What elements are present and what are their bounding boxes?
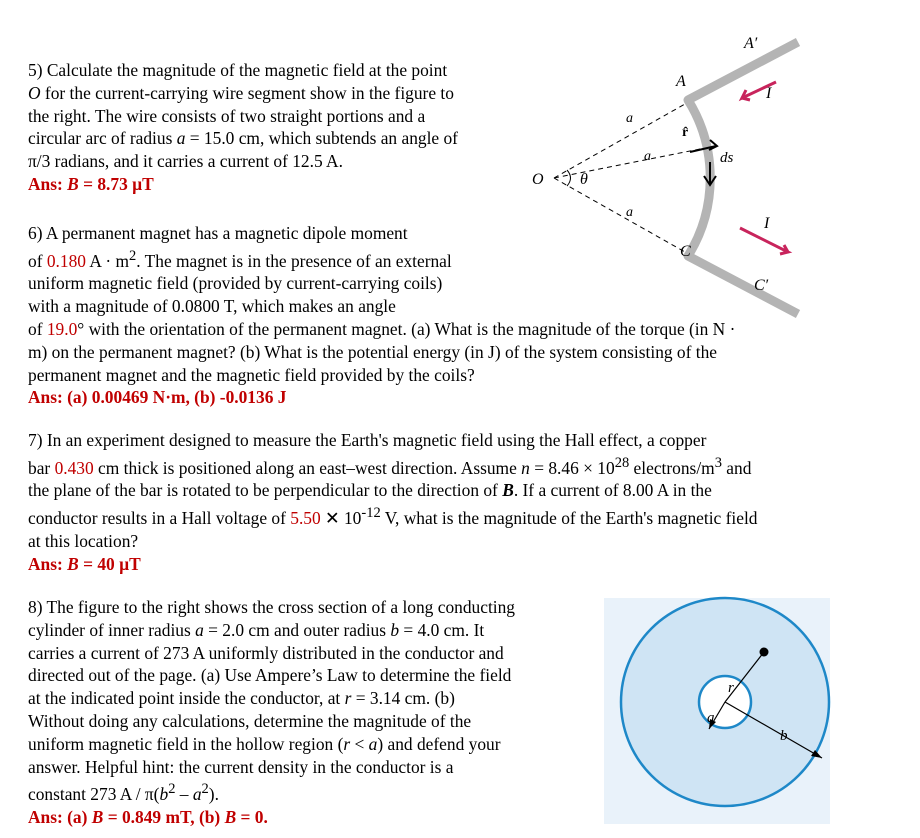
p7-line: the plane of the bar is rotated to be perpendicular to the direction of B. If a current of 8.00 A in the [28,480,712,501]
theta-arc [567,170,571,186]
radius-line-upper [554,104,685,178]
p6-answer: Ans: (a) 0.00469 N·m, (b) -0.0136 J [28,387,287,408]
label-C-prime: C′ [754,277,769,294]
p5-line: 5) Calculate the magnitude of the magnetic field at the point [28,60,448,80]
p8-line: uniform magnetic field in the hollow region (r < a) and defend your [28,733,501,754]
label-O: O [532,171,544,188]
problem-5 [28,59,458,196]
p5-line: circular arc of radius a = 15.0 cm, which subtends an angle of [28,128,458,149]
label-current-top: I [766,85,772,102]
p8-line: constant 273 A / $\pi(b^2 - a^2)$. [28,781,219,805]
label-ds: ds [720,150,734,166]
p5-line: the right. The wire consists of two straight portions and a [28,105,426,126]
label-rhat: r̂ [682,125,689,140]
problem-6 [28,222,735,409]
p8-line: Without doing any calculations, determine the magnitude of the [28,710,472,731]
p8-line: answer. Helpful hint: the current density in the conductor is a [28,756,454,777]
label-a-lower: a [626,205,633,220]
label-theta: θ [580,171,588,188]
cylinder-figure [604,598,830,824]
radius-line-middle [554,148,705,178]
label-r: r [728,680,734,696]
p8-line: 8) The figure to the right shows the cross section of a long conducting [28,597,515,617]
label-current-bottom: I [764,215,770,232]
problem-7 [28,429,758,575]
p7-line: conductor results in a Hall voltage of 5.50 ✕ $10^{-12}$ V, what is the magnitude of the Earth's magnetic field [28,505,758,528]
label-a-upper: a [626,111,633,126]
p8-line: directed out of the page. (a) Use Ampere’s Law to determine the field [28,665,512,686]
problem-8 [28,596,515,829]
p7-line: at this location? [28,530,139,551]
label-C: C [680,243,691,260]
p5-line: O for the current-carrying wire segment show in the figure to [28,82,454,103]
p6-line: of 19.0° with the orientation of the permanent magnet. (a) What is the magnitude of the torque (in N · [28,318,736,339]
p8-answer: Ans: (a) B = 0.849 mT, (b) B = 0. [28,806,268,827]
p6-line: uniform magnetic field (provided by current-carrying coils) [28,273,443,294]
p5-line: π/3 radians, and it carries a current of 12.5 A. [28,151,343,172]
label-b: b [780,728,788,744]
p8-line: cylinder of inner radius a = 2.0 cm and outer radius b = 4.0 cm. It [28,619,485,640]
p7-answer: Ans: B = 40 µT [28,553,141,574]
label-a-middle: a [644,149,651,164]
field-point [760,648,769,657]
p8-line: carries a current of 273 A uniformly distributed in the conductor and [28,642,504,663]
p8-line: at the indicated point inside the conductor, at r = 3.14 cm. (b) [28,688,455,709]
p7-line: bar 0.430 cm thick is positioned along an east–west direction. Assume $n = 8.46 \times 10^{28}$ electrons/$m^3$ and [28,454,752,478]
p6-line: 6) A permanent magnet has a magnetic dipole moment [28,223,408,243]
p6-line: of 0.180 $A \cdot m^2$. The magnet is in the presence of an external [28,247,452,271]
label-a: a [707,710,715,726]
p6-line: permanent magnet and the magnetic field provided by the coils? [28,364,475,385]
p5-answer: Ans: B = 8.73 µT [28,173,154,194]
label-A: A [676,73,686,90]
p6-line: m) on the permanent magnet? (b) What is the potential energy (in J) of the system consisting of the [28,341,718,362]
label-A-prime: A′ [744,35,758,52]
p7-line: 7) In an experiment designed to measure the Earth's magnetic field using the Hall effect, a copper [28,430,707,450]
p6-line: with a magnitude of 0.0800 T, which makes an angle [28,296,396,317]
